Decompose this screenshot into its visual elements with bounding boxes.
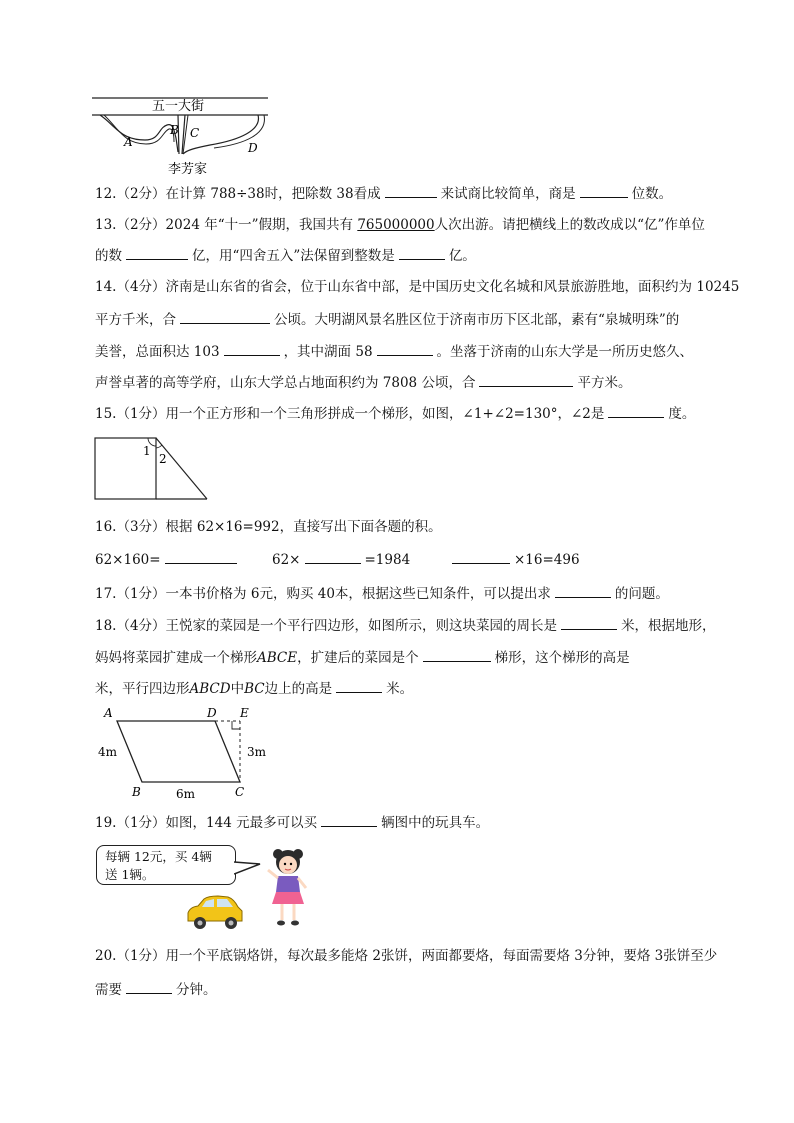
- bubble-tail: [234, 860, 264, 880]
- question-14-line4: 声誉卓著的高等学府，山东大学总占地面积约为 7808 公顷，合 平方米。: [95, 372, 631, 393]
- label-c: C: [190, 126, 200, 140]
- angle-2-label: 2: [159, 452, 167, 466]
- answer-blank[interactable]: [126, 245, 188, 260]
- answer-blank[interactable]: [608, 403, 664, 418]
- question-18-line1: 18.（4分）王悦家的菜园是一个平行四边形，如图所示，则这块菜园的周长是 米，根据地形，: [95, 615, 716, 636]
- answer-blank[interactable]: [399, 245, 445, 260]
- answer-blank[interactable]: [377, 341, 433, 356]
- vertex-d: D: [207, 706, 217, 720]
- question-13-line2: 的数 亿，用“四舍五入”法保留到整数是 亿。: [95, 245, 476, 266]
- question-20-line2: 需要 分钟。: [95, 979, 217, 1000]
- answer-blank[interactable]: [452, 549, 510, 564]
- question-16-item3: ×16=496: [448, 549, 580, 570]
- answer-blank[interactable]: [580, 183, 628, 198]
- vertex-e: E: [240, 706, 249, 720]
- speech-bubble: 每辆 12元，买 4辆 送 1辆。: [96, 845, 236, 885]
- angle-1-label: 1: [143, 444, 151, 458]
- toy-car-image: [184, 893, 246, 933]
- question-16-item2: 62× =1984: [272, 549, 410, 570]
- label-b: B: [170, 123, 179, 137]
- height-length: 3m: [247, 745, 267, 759]
- underlined-number: 765000000: [357, 217, 435, 233]
- question-19: 19.（1分）如图，144 元最多可以买 辆图中的玩具车。: [95, 812, 489, 833]
- question-15: 15.（1分）用一个正方形和一个三角形拼成一个梯形，如图，∠1+∠2=130°，∠2是 度。: [95, 403, 695, 424]
- answer-blank[interactable]: [224, 341, 280, 356]
- answer-blank[interactable]: [336, 678, 382, 693]
- vertex-c: C: [235, 785, 245, 799]
- answer-blank[interactable]: [165, 549, 237, 564]
- question-13-line1: 13.（2分）2024 年“十一”假期，我国共有 765000000人次出游。请把横线上的数改成以“亿”作单位: [95, 217, 705, 233]
- parallelogram-figure: [92, 702, 282, 802]
- question-16: 16.（3分）根据 62×16=992，直接写出下面各题的积。: [95, 519, 442, 535]
- question-12: 12.（2分）在计算 788÷38时，把除数 38看成 来试商比较简单，商是 位数。: [95, 183, 672, 204]
- answer-blank[interactable]: [561, 615, 617, 630]
- question-17: 17.（1分）一本书价格为 6元，购买 40本，根据这些已知条件，可以提出求 的问题。: [95, 583, 669, 604]
- girl-illustration: [262, 846, 314, 928]
- answer-blank[interactable]: [385, 183, 437, 198]
- answer-blank[interactable]: [126, 979, 172, 994]
- vertex-b: B: [132, 785, 141, 799]
- answer-blank[interactable]: [555, 583, 611, 598]
- base-length: 6m: [176, 787, 196, 801]
- question-14-line3: 美誉，总面积达 103 ，其中湖面 58 。坐落于济南的山东大学是一所历史悠久、: [95, 341, 693, 362]
- question-14-line2: 平方千米，合 公顷。大明湖风景名胜区位于济南市历下区北部，素有“泉城明珠”的: [95, 309, 679, 330]
- question-14-line1: 14.（4分）济南是山东省的省会，位于山东省中部，是中国历史文化名城和风景旅游胜地，面积约为 10245: [95, 279, 740, 295]
- question-20-line1: 20.（1分）用一个平底锅烙饼，每次最多能烙 2张饼，两面都要烙，每面需要烙 3分钟，要烙 3张饼至少: [95, 948, 718, 964]
- answer-blank[interactable]: [180, 309, 270, 324]
- label-a: A: [124, 135, 133, 149]
- vertex-a: A: [104, 706, 113, 720]
- answer-blank[interactable]: [479, 372, 573, 387]
- street-figure: [90, 90, 280, 178]
- street-name: 五一大街: [152, 99, 205, 114]
- question-18-line3: 米，平行四边形ABCD中BC边上的高是 米。: [95, 678, 413, 699]
- answer-blank[interactable]: [423, 647, 491, 662]
- answer-blank[interactable]: [321, 812, 377, 827]
- question-18-line2: 妈妈将菜园扩建成一个梯形ABCE，扩建后的菜园是个 梯形，这个梯形的高是: [95, 647, 630, 668]
- trapezoid-figure: [93, 436, 213, 502]
- answer-blank[interactable]: [305, 549, 361, 564]
- label-d: D: [248, 141, 258, 155]
- question-16-item1: 62×160=: [95, 549, 241, 570]
- side-length: 4m: [98, 745, 118, 759]
- home-label: 李芳家: [168, 162, 208, 177]
